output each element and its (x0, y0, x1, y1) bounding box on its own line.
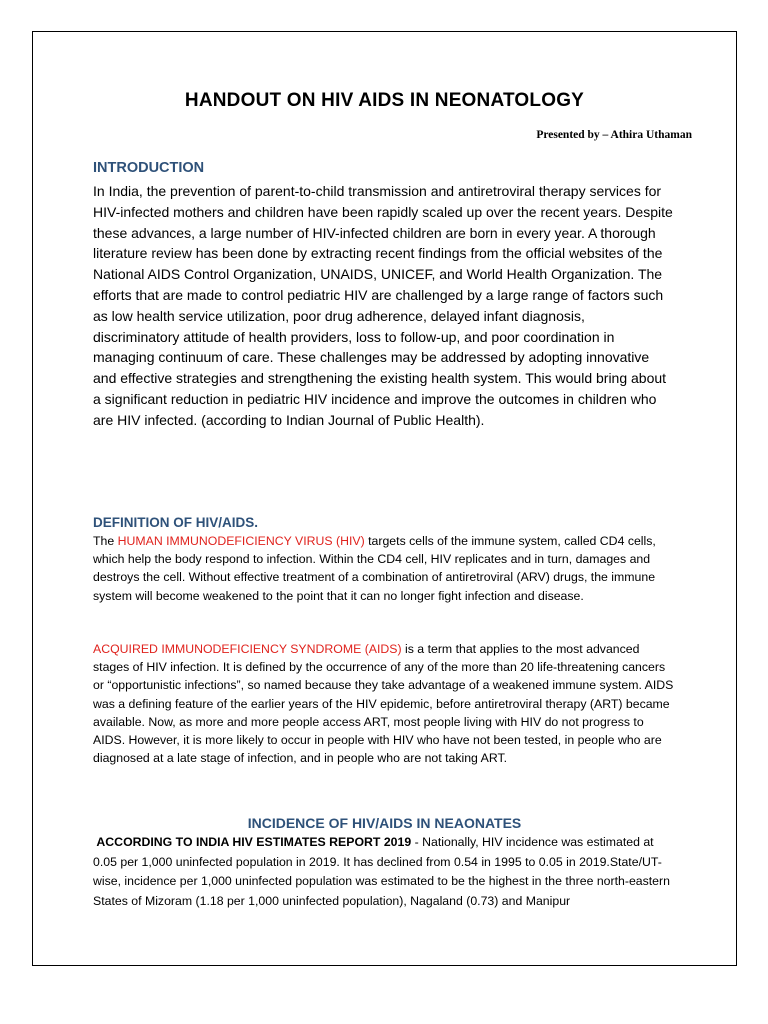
incidence-heading: INCIDENCE OF HIV/AIDS IN NEAONATES (247, 814, 522, 831)
hiv-term: HUMAN IMMUNODEFICIENCY VIRUS (HIV) (117, 534, 365, 548)
presenter-line: Presented by – Athira Uthaman (536, 129, 692, 141)
introduction-paragraph: In India, the prevention of parent-to-child transmission and antiretroviral therapy services for HIV-infected mothers and children have been rapidly scaled up over the recent years. Despite these advances, a large number of HIV-infected children are born in every year. A thorough literature review has been done by extracting recent findings from the official websites of the National AIDS Control Organization, UNAIDS, UNICEF, and World Health Organization. The efforts that are made to control pediatric HIV are challenged by a large range of factors such as low health service utilization, poor drug adherence, delayed infant diagnosis, discriminatory attitude of health providers, loss to follow-up, and poor coordination in managing continuum of care. These challenges may be addressed by adopting innovative and effective strategies and strengthening the existing health system. This would bring about a significant reduction in pediatric HIV incidence and improve the outcomes in children who are HIV infected. (according to Indian Journal of Public Health). (93, 183, 673, 428)
hiv-definition-prefix: The (93, 534, 118, 548)
aids-definition-paragraph (93, 640, 678, 767)
incidence-lead: ACCORDING TO INDIA HIV ESTIMATES REPORT 2019 (96, 835, 412, 849)
incidence-paragraph (93, 833, 678, 911)
definition-heading: DEFINITION OF HIV/AIDS. (93, 515, 259, 530)
aids-term: ACQUIRED IMMUNODEFICIENCY SYNDROME (AIDS) (93, 642, 402, 656)
introduction-heading: INTRODUCTION (93, 160, 205, 176)
hiv-definition-paragraph (93, 532, 678, 605)
incidence-text: - Nationally, HIV incidence was estimated at 0.05 per 1,000 uninfected population in 2019. It has declined from 0.54 in 1995 to 0.05 in 2019.State/UT-wise, incidence per 1,000 uninfected population was estimated to be the highest in the three north-eastern States of Mizoram (1.18 per 1,000 uninfected population), Nagaland (0.73) and Manipur (93, 835, 670, 908)
document-title: HANDOUT ON HIV AIDS IN NEONATOLOGY (184, 90, 585, 111)
aids-definition-text: is a term that applies to the most advanced stages of HIV infection. It is defined by the occurrence of any of the more than 20 life-threatening cancers or “opportunistic infections”, so named because they take advantage of a weakened immune system. AIDS was a defining feature of the earlier years of the HIV epidemic, before antiretroviral therapy (ART) became available. Now, as more and more people access ART, most people living with HIV do not progress to AIDS. However, it is more likely to occur in people with HIV who have not been tested, in people who are diagnosed at a late stage of infection, and in people who are not taking ART. (93, 642, 674, 766)
hiv-definition-text: targets cells of the immune system, called CD4 cells, which help the body respond to infection. Within the CD4 cell, HIV replicates and in turn, damages and destroys the cell. Without effective treatment of a combination of antiretroviral (ARV) drugs, the immune system will become weakened to the point that it can no longer fight infection and disease. (93, 534, 656, 603)
